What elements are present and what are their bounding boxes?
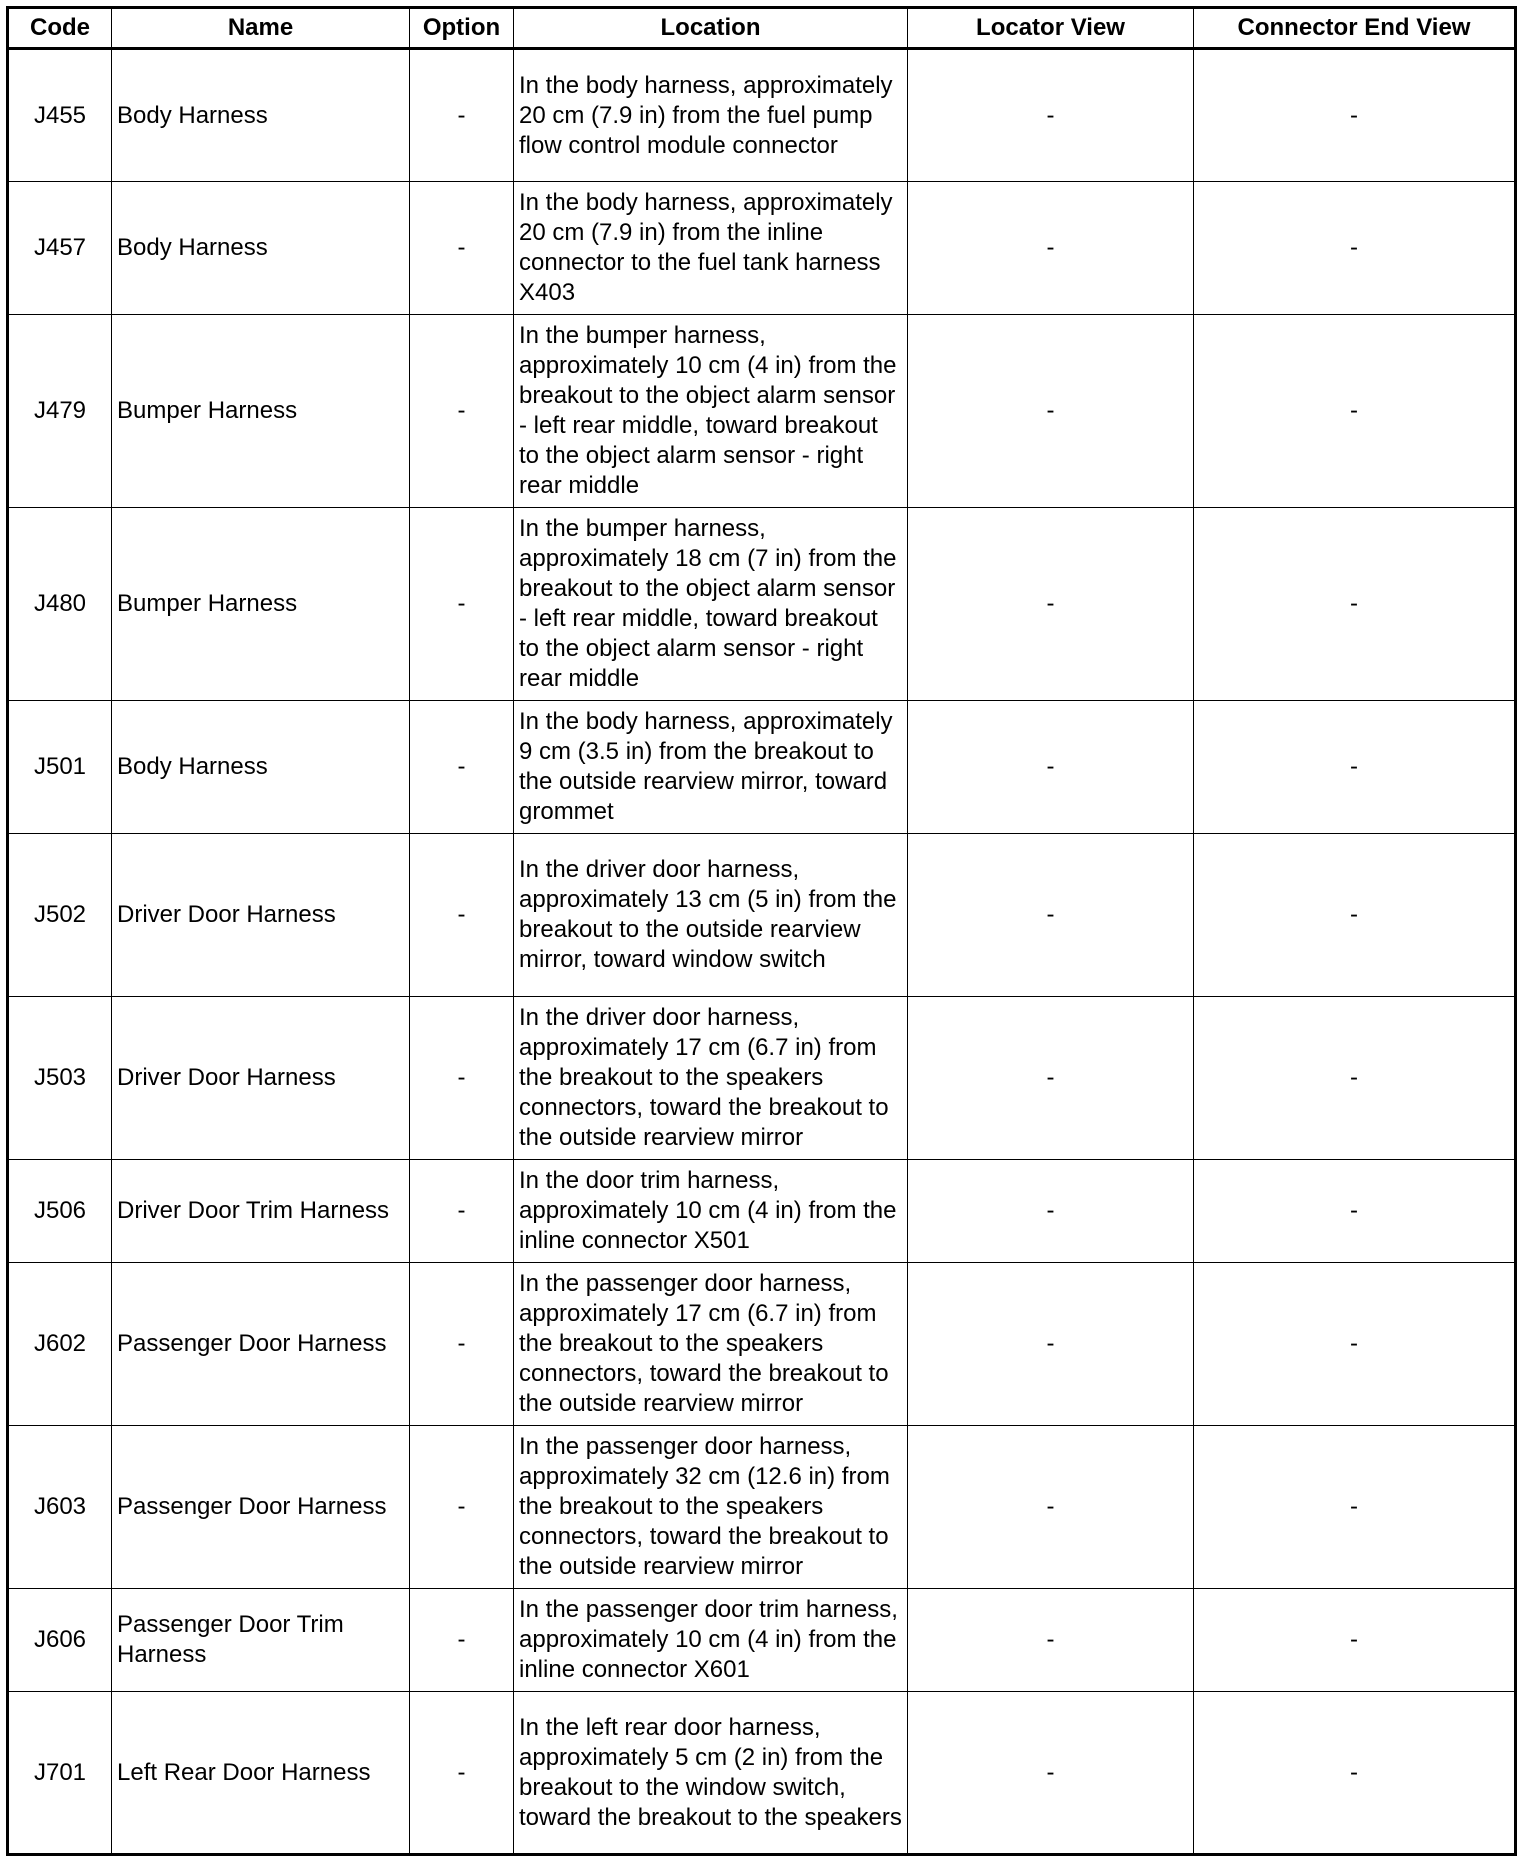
cell-connector-end-view: - xyxy=(1194,1589,1516,1692)
header-code: Code xyxy=(8,8,112,49)
cell-option: - xyxy=(410,834,514,997)
cell-option: - xyxy=(410,1263,514,1426)
connector-table xyxy=(6,6,1517,1856)
cell-location: In the passenger door harness, approximately 32 cm (12.6 in) from the breakout to the speakers connectors, toward the breakout to the outside rearview mirror xyxy=(514,1426,908,1589)
cell-locator-view: - xyxy=(908,49,1194,182)
cell-connector-end-view: - xyxy=(1194,182,1516,315)
cell-option: - xyxy=(410,1160,514,1263)
cell-location: In the bumper harness, approximately 10 cm (4 in) from the breakout to the object alarm sensor - left rear middle, toward breakout to the object alarm sensor - right rear middle xyxy=(514,315,908,508)
cell-locator-view: - xyxy=(908,1263,1194,1426)
table-row xyxy=(8,182,1516,315)
cell-locator-view: - xyxy=(908,182,1194,315)
cell-code: J606 xyxy=(8,1589,112,1692)
cell-name: Driver Door Harness xyxy=(112,834,410,997)
cell-locator-view: - xyxy=(908,701,1194,834)
cell-locator-view: - xyxy=(908,834,1194,997)
cell-locator-view: - xyxy=(908,508,1194,701)
cell-connector-end-view: - xyxy=(1194,1160,1516,1263)
table-row xyxy=(8,1589,1516,1692)
table-row xyxy=(8,834,1516,997)
cell-option: - xyxy=(410,508,514,701)
cell-locator-view: - xyxy=(908,1692,1194,1855)
cell-location: In the bumper harness, approximately 18 cm (7 in) from the breakout to the object alarm sensor - left rear middle, toward breakout to the object alarm sensor - right rear middle xyxy=(514,508,908,701)
cell-locator-view: - xyxy=(908,1426,1194,1589)
cell-option: - xyxy=(410,315,514,508)
cell-connector-end-view: - xyxy=(1194,1263,1516,1426)
cell-name: Bumper Harness xyxy=(112,508,410,701)
cell-connector-end-view: - xyxy=(1194,701,1516,834)
header-name: Name xyxy=(112,8,410,49)
cell-connector-end-view: - xyxy=(1194,508,1516,701)
cell-locator-view: - xyxy=(908,315,1194,508)
cell-code: J503 xyxy=(8,997,112,1160)
cell-location: In the body harness, approximately 9 cm (3.5 in) from the breakout to the outside rearview mirror, toward grommet xyxy=(514,701,908,834)
cell-connector-end-view: - xyxy=(1194,315,1516,508)
table-row xyxy=(8,1160,1516,1263)
cell-option: - xyxy=(410,1692,514,1855)
cell-code: J506 xyxy=(8,1160,112,1263)
cell-name: Passenger Door Harness xyxy=(112,1263,410,1426)
header-option: Option xyxy=(410,8,514,49)
cell-location: In the passenger door harness, approximately 17 cm (6.7 in) from the breakout to the speakers connectors, toward the breakout to the outside rearview mirror xyxy=(514,1263,908,1426)
table-row xyxy=(8,701,1516,834)
table-row xyxy=(8,315,1516,508)
header-row xyxy=(8,8,1516,49)
cell-code: J479 xyxy=(8,315,112,508)
cell-location: In the passenger door trim harness, approximately 10 cm (4 in) from the inline connector X601 xyxy=(514,1589,908,1692)
cell-name: Passenger Door Trim Harness xyxy=(112,1589,410,1692)
cell-option: - xyxy=(410,182,514,315)
cell-code: J603 xyxy=(8,1426,112,1589)
cell-option: - xyxy=(410,1426,514,1589)
header-locator-view: Locator View xyxy=(908,8,1194,49)
cell-option: - xyxy=(410,1589,514,1692)
cell-name: Left Rear Door Harness xyxy=(112,1692,410,1855)
cell-location: In the driver door harness, approximately 13 cm (5 in) from the breakout to the outside rearview mirror, toward window switch xyxy=(514,834,908,997)
cell-name: Passenger Door Harness xyxy=(112,1426,410,1589)
table-row xyxy=(8,1263,1516,1426)
cell-code: J455 xyxy=(8,49,112,182)
header-location: Location xyxy=(514,8,908,49)
cell-code: J480 xyxy=(8,508,112,701)
cell-code: J701 xyxy=(8,1692,112,1855)
table-row xyxy=(8,1426,1516,1589)
cell-option: - xyxy=(410,701,514,834)
table-row xyxy=(8,997,1516,1160)
cell-name: Body Harness xyxy=(112,182,410,315)
cell-location: In the body harness, approximately 20 cm (7.9 in) from the fuel pump flow control module connector xyxy=(514,49,908,182)
cell-location: In the left rear door harness, approximately 5 cm (2 in) from the breakout to the window switch, toward the breakout to the speakers xyxy=(514,1692,908,1855)
cell-connector-end-view: - xyxy=(1194,1692,1516,1855)
cell-code: J602 xyxy=(8,1263,112,1426)
cell-locator-view: - xyxy=(908,1589,1194,1692)
cell-locator-view: - xyxy=(908,997,1194,1160)
header-connector-end-view: Connector End View xyxy=(1194,8,1516,49)
table-row xyxy=(8,1692,1516,1855)
cell-code: J502 xyxy=(8,834,112,997)
cell-location: In the driver door harness, approximately 17 cm (6.7 in) from the breakout to the speakers connectors, toward the breakout to the outside rearview mirror xyxy=(514,997,908,1160)
cell-connector-end-view: - xyxy=(1194,1426,1516,1589)
cell-name: Driver Door Trim Harness xyxy=(112,1160,410,1263)
cell-name: Driver Door Harness xyxy=(112,997,410,1160)
cell-connector-end-view: - xyxy=(1194,834,1516,997)
cell-location: In the door trim harness, approximately 10 cm (4 in) from the inline connector X501 xyxy=(514,1160,908,1263)
cell-code: J501 xyxy=(8,701,112,834)
table-row xyxy=(8,49,1516,182)
cell-name: Body Harness xyxy=(112,49,410,182)
cell-connector-end-view: - xyxy=(1194,997,1516,1160)
cell-name: Bumper Harness xyxy=(112,315,410,508)
cell-location: In the body harness, approximately 20 cm (7.9 in) from the inline connector to the fuel tank harness X403 xyxy=(514,182,908,315)
cell-code: J457 xyxy=(8,182,112,315)
cell-option: - xyxy=(410,997,514,1160)
table-row xyxy=(8,508,1516,701)
cell-option: - xyxy=(410,49,514,182)
cell-name: Body Harness xyxy=(112,701,410,834)
cell-connector-end-view: - xyxy=(1194,49,1516,182)
cell-locator-view: - xyxy=(908,1160,1194,1263)
